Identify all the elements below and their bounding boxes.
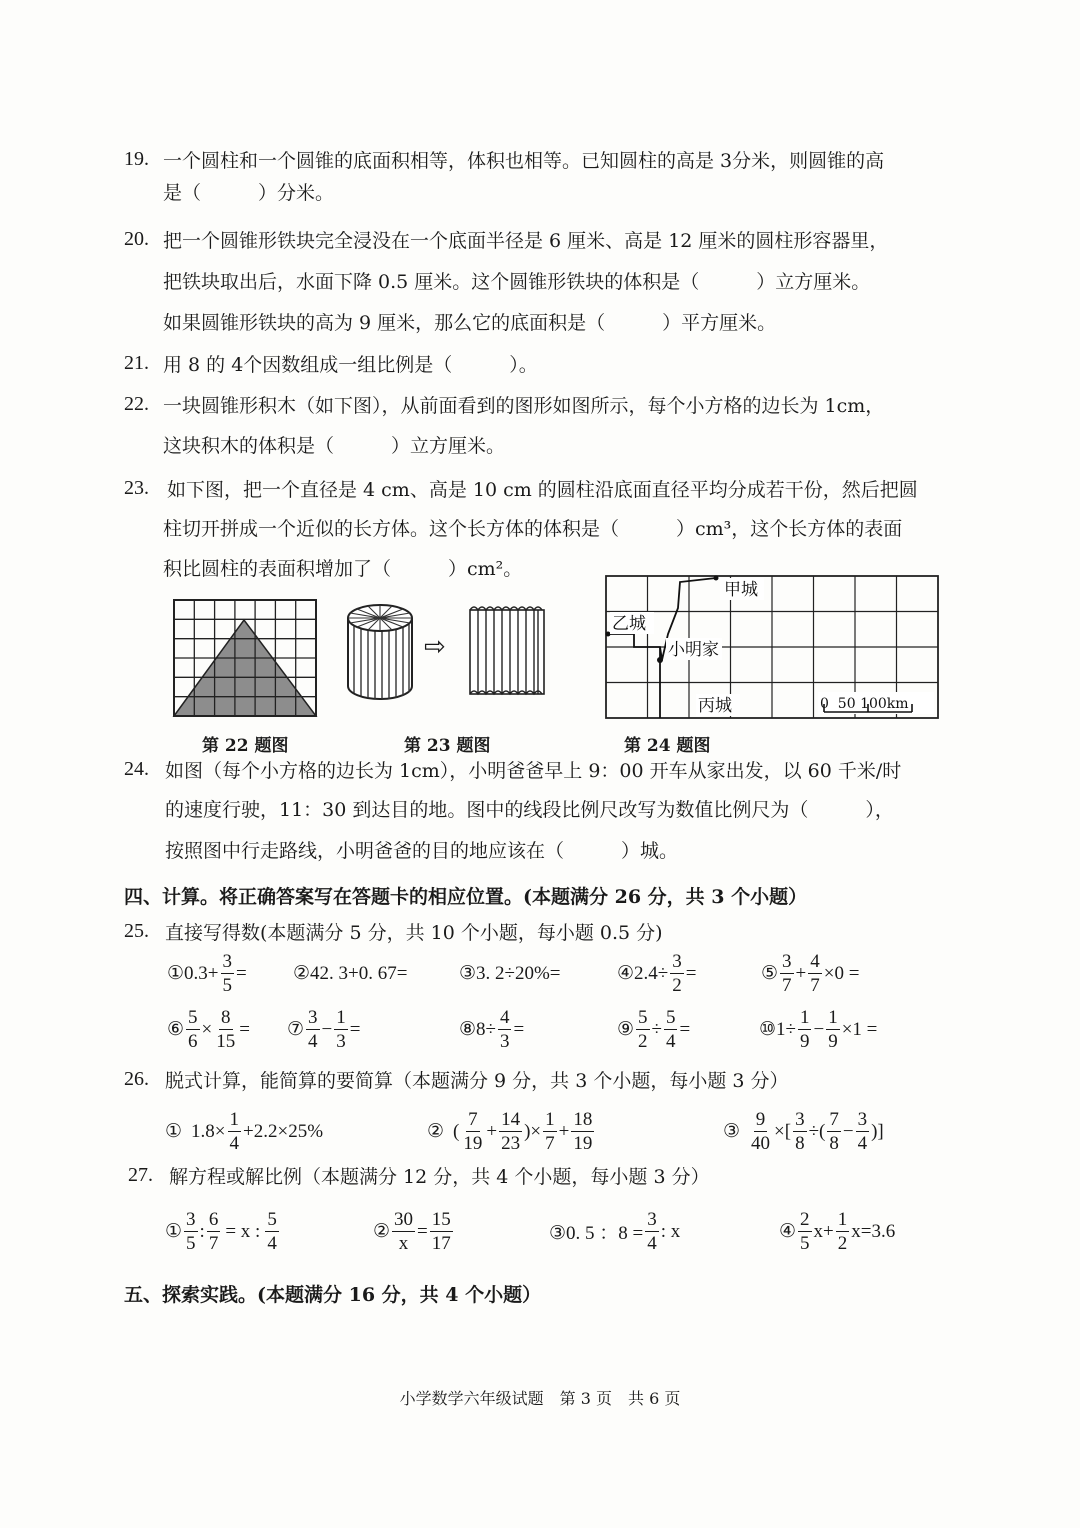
question-text: 的速度行驶，11：30 到达目的地。图中的线段比例尺改写为数值比例尺为（ ）， [165, 799, 894, 821]
question-title: 解方程或解比例（本题满分 12 分，共 4 个小题，每小题 3 分） [169, 1166, 710, 1188]
question-text: 一块圆锥形积木（如下图），从前面看到的图形如图所示，每个小方格的边长为 1cm， [163, 395, 885, 417]
question-text: 如下图，把一个直径是 4 cm、高是 10 cm 的圆柱沿底面直径平均分成若干份，然后把圆 [167, 479, 918, 501]
figure-caption: 第 22 题图 [202, 736, 289, 756]
figure-22-grid [172, 598, 318, 718]
map-label-yi: 乙城 [612, 614, 646, 634]
question-text: 把铁块取出后，水面下降 0.5 厘米。这个圆锥形铁块的体积是（ ）立方厘米。 [163, 271, 871, 293]
page-footer: 小学数学六年级试题 第 3 页 共 6 页 [399, 1389, 681, 1408]
q26-item-1: ① 1.8× $\frac{1}{4}$ +2.2×25% [165, 1109, 324, 1154]
question-text: 柱切开拼成一个近似的长方体。这个长方体的体积是（ ）cm³，这个长方体的表面 [163, 518, 903, 540]
question-text: 如图（每个小方格的边长为 1cm），小明爸爸早上 9：00 开车从家出发，以 60 千米/时 [165, 760, 902, 782]
question-text: 这块积木的体积是（ ）立方厘米。 [163, 435, 506, 457]
figure-23-cylinder [344, 600, 416, 704]
question-number: 23. [124, 477, 149, 499]
figure-24-map [604, 574, 940, 720]
question-number: 21. [124, 352, 149, 374]
question-number: 26. [124, 1068, 149, 1090]
cone-front-view-triangle [174, 620, 316, 716]
figure-caption: 第 24 题图 [624, 736, 711, 756]
figure-23-cuboid [466, 602, 548, 698]
map-label-jia: 甲城 [724, 580, 758, 600]
q25-item-2: ②42. 3+0. 67= [293, 963, 408, 984]
section-heading: 五、探索实践。(本题满分 16 分，共 4 个小题） [124, 1284, 542, 1306]
question-number: 27. [128, 1164, 153, 1186]
q27-item-4: ④ $\frac{2}{5}$ x+ $\frac{1}{2}$ x=3.6 [779, 1209, 896, 1254]
transform-arrow-icon: ⇨ [424, 632, 446, 662]
question-number: 20. [124, 228, 149, 250]
q26-item-3: ③ $\frac{9}{40}$ ×[ $\frac{3}{8}$ ÷( $\frac{7}{8}$ − $\frac{3}{4}$ )] [723, 1109, 884, 1154]
question-text: 用 8 的 4个因数组成一组比例是（ ）。 [163, 354, 538, 376]
section-heading: 四、计算。将正确答案写在答题卡的相应位置。(本题满分 26 分，共 3 个小题） [124, 886, 808, 908]
question-number: 19. [124, 148, 149, 170]
q26-item-2: ② ( $\frac{7}{19}$ + $\frac{14}{23}$ )× $\frac{1}{7}$ + $\frac{18}{19}$ [427, 1109, 593, 1154]
question-number: 24. [124, 758, 149, 780]
question-number: 25. [124, 920, 149, 942]
q25-item-6: ⑥ $\frac{5}{6}$ × $\frac{8}{15}$ = [167, 1007, 250, 1052]
question-text: 把一个圆锥形铁块完全浸没在一个底面半径是 6 厘米、高是 12 厘米的圆柱形容器里， [163, 230, 889, 252]
q25-item-7: ⑦ $\frac{3}{4}$ − $\frac{1}{3}$ = [287, 1007, 361, 1052]
question-text: 是（ ）分米。 [163, 182, 335, 204]
question-number: 22. [124, 393, 149, 415]
q25-item-4: ④2.4÷ $\frac{3}{2}$ = [617, 951, 697, 996]
q27-item-3: ③0. 5 ：8 = $\frac{3}{4}$ : x [549, 1209, 681, 1254]
question-title: 直接写得数(本题满分 5 分，共 10 个小题，每小题 0.5 分) [165, 922, 663, 944]
figure-caption: 第 23 题图 [404, 736, 491, 756]
question-text: 如果圆锥形铁块的高为 9 厘米，那么它的底面积是（ ）平方厘米。 [163, 312, 777, 334]
q27-item-2: ② $\frac{30}{x}$ = $\frac{15}{17}$ [373, 1209, 451, 1254]
q25-item-10: ⑩1÷ $\frac{1}{9}$ − $\frac{1}{9}$ ×1 = [759, 1007, 878, 1052]
question-text: 一个圆柱和一个圆锥的底面积相等，体积也相等。已知圆柱的高是 3分米，则圆锥的高 [163, 150, 885, 172]
question-title: 脱式计算，能简算的要简算（本题满分 9 分，共 3 个小题，每小题 3 分） [165, 1070, 789, 1092]
q27-item-1: ① $\frac{3}{5}$ : $\frac{6}{7}$ = x : $\frac{5}{4}$ [165, 1209, 277, 1254]
map-label-home: 小明家 [668, 640, 719, 660]
q25-item-9: ⑨ $\frac{5}{2}$ ÷ $\frac{5}{4}$ = [617, 1007, 691, 1052]
q25-item-5: ⑤ $\frac{3}{7}$ + $\frac{4}{7}$ ×0 = [761, 951, 860, 996]
q25-item-1: ①0.3+ $\frac{3}{5}$ = [167, 951, 247, 996]
question-text: 积比圆柱的表面积增加了（ ）cm²。 [163, 558, 523, 580]
map-label-bing: 丙城 [698, 696, 732, 716]
question-text: 按照图中行走路线，小明爸爸的目的地应该在（ ）城。 [165, 840, 679, 862]
q25-item-8: ⑧8÷ $\frac{4}{3}$ = [459, 1007, 525, 1052]
q25-item-3: ③3. 2÷20%= [459, 963, 561, 984]
map-scale-label: 0 50 100km [820, 696, 909, 712]
